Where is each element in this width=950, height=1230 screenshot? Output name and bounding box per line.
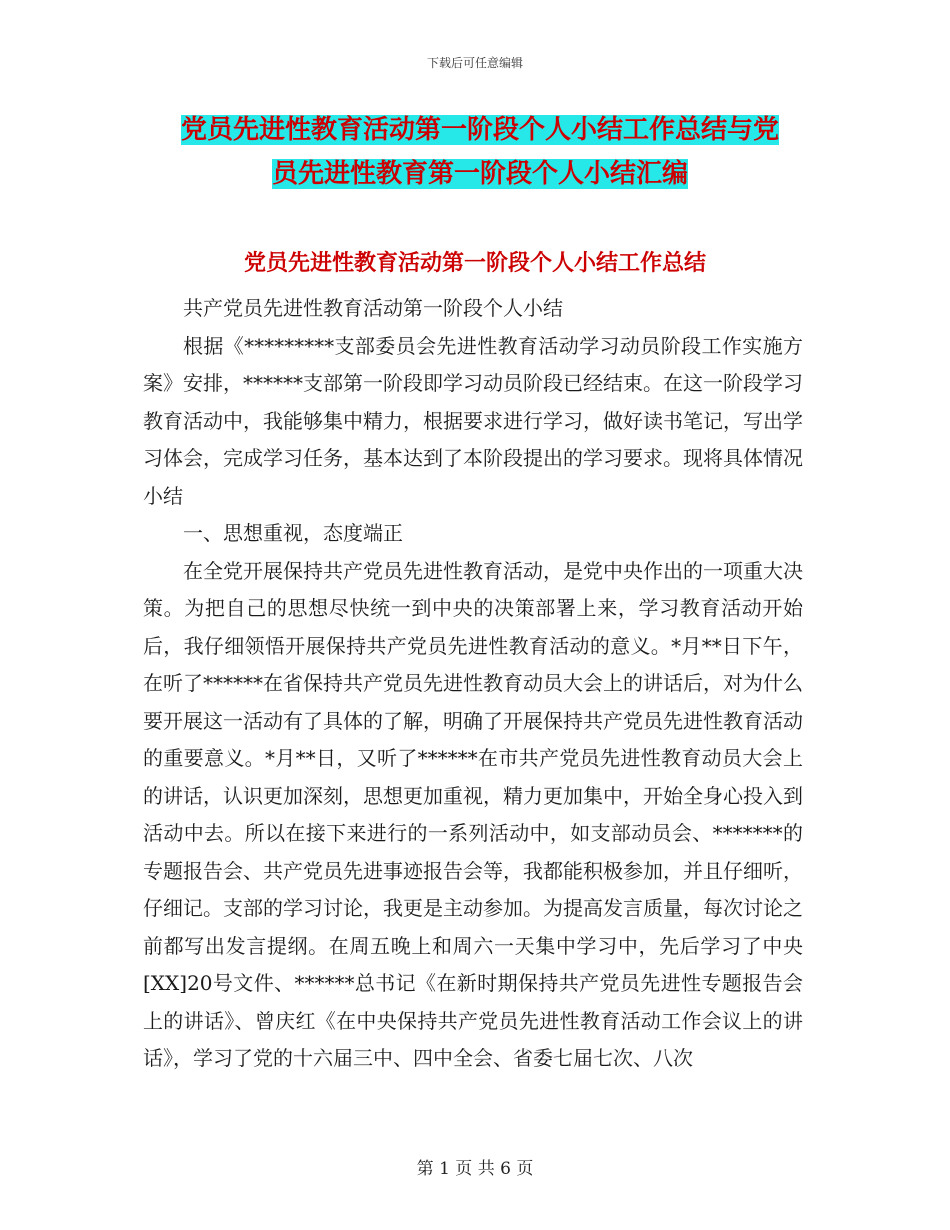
paragraph-body-1: 在全党开展保持共产党员先进性教育活动，是党中央作出的一项重大决策。为把自己的思想尽快统一到中央的决策部署上来，学习教育活动开始后，我仔细领悟开展保持共产党员先进性教育活动的意义。*月**日下午，在听了******在省保持共产党员先进性教育动员大会上的讲话后，对为什么要开展这一活动有了具体的了解，明确了开展保持共产党员先进性教育活动的重要意义。*月**日，又听了******在市共产党员先进性教育动员大会上的讲话，认识更加深刻，思想更加重视，精力更加集中，开始全身心投入到活动中去。所以在接下来进行的一系列活动中，如支部动员会、*******的专题报告会、共产党员先进事迹报告会等，我都能积极参加，并且仔细听，仔细记。支部的学习讨论，我更是主动参加。为提高发言质量，每次讨论之前都写出发言提纲。在周五晚上和周六一天集中学习中，先后学习了中央[XX]20号文件、******总书记《在新时期保持共产党员先进性专题报告会上的讲话》、曾庆红《在中央保持共产党员先进性教育活动工作会议上的讲话》，学习了党的十六届三中、四中全会、省委七届七次、八次 bbox=[143, 558, 803, 1070]
header-note: 下载后可任意编辑 bbox=[426, 56, 523, 70]
document-title bbox=[140, 108, 820, 196]
section-title: 党员先进性教育活动第一阶段个人小结工作总结 bbox=[243, 251, 706, 276]
paragraph-intro: 根据《*********支部委员会先进性教育活动学习动员阶段工作实施方案》安排，******支部第一阶段即学习动员阶段已经结束。在这一阶段学习教育活动中，我能够集中精力，根据要求进行学习，做好读书笔记，写出学习体会，完成学习任务，基本达到了本阶段提出的学习要求。现将具体情况小结 bbox=[143, 333, 803, 508]
document-title-line-1: 党员先进性教育活动第一阶段个人小结工作总结与党 bbox=[180, 115, 779, 145]
paragraph-subtitle: 共产党员先进性教育活动第一阶段个人小结 bbox=[183, 296, 563, 320]
page-footer: 第 1 页 共 6 页 bbox=[416, 1159, 534, 1179]
body-text bbox=[143, 290, 803, 1078]
paragraph-heading-1: 一、思想重视，态度端正 bbox=[183, 521, 403, 545]
document-title-line-2: 员先进性教育第一阶段个人小结汇编 bbox=[271, 159, 688, 189]
